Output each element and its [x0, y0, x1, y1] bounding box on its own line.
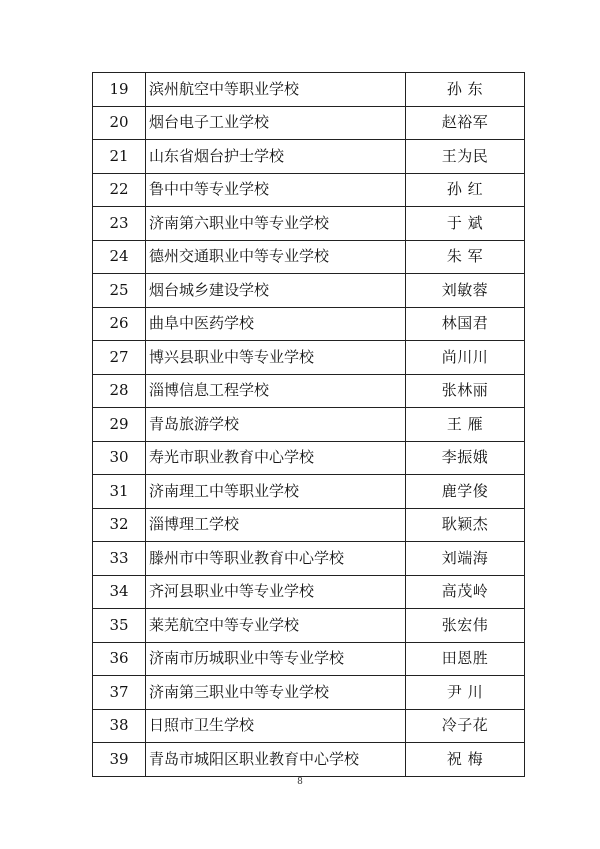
table-row [93, 441, 525, 475]
row-number: 39 [93, 743, 146, 777]
row-number: 26 [93, 307, 146, 341]
person-name: 耿颖杰 [406, 508, 525, 542]
table-row [93, 341, 525, 375]
person-name: 朱 军 [406, 240, 525, 274]
person-name: 冷子花 [406, 709, 525, 743]
school-name: 博兴县职业中等专业学校 [146, 341, 406, 375]
table-row [93, 307, 525, 341]
person-name: 刘敏蓉 [406, 274, 525, 308]
row-number: 22 [93, 173, 146, 207]
table-row [93, 207, 525, 241]
table-row [93, 609, 525, 643]
school-name: 烟台电子工业学校 [146, 106, 406, 140]
table-row [93, 73, 525, 107]
table-row [93, 743, 525, 777]
school-name: 莱芜航空中等专业学校 [146, 609, 406, 643]
person-name: 高茂岭 [406, 575, 525, 609]
row-number: 31 [93, 475, 146, 509]
person-name: 尚川川 [406, 341, 525, 375]
school-name: 济南第三职业中等专业学校 [146, 676, 406, 710]
table-row [93, 140, 525, 174]
table-row [93, 408, 525, 442]
person-name: 张宏伟 [406, 609, 525, 643]
school-name: 寿光市职业教育中心学校 [146, 441, 406, 475]
school-name: 齐河县职业中等专业学校 [146, 575, 406, 609]
person-name: 王为民 [406, 140, 525, 174]
table-row [93, 642, 525, 676]
person-name: 林国君 [406, 307, 525, 341]
person-name: 祝 梅 [406, 743, 525, 777]
row-number: 20 [93, 106, 146, 140]
person-name: 孙 红 [406, 173, 525, 207]
school-name: 淄博信息工程学校 [146, 374, 406, 408]
person-name: 赵裕军 [406, 106, 525, 140]
school-name: 滕州市中等职业教育中心学校 [146, 542, 406, 576]
row-number: 33 [93, 542, 146, 576]
school-name: 曲阜中医药学校 [146, 307, 406, 341]
person-name: 李振娥 [406, 441, 525, 475]
school-name: 青岛市城阳区职业教育中心学校 [146, 743, 406, 777]
row-number: 19 [93, 73, 146, 107]
school-name: 淄博理工学校 [146, 508, 406, 542]
table-row [93, 575, 525, 609]
row-number: 28 [93, 374, 146, 408]
row-number: 36 [93, 642, 146, 676]
school-name: 烟台城乡建设学校 [146, 274, 406, 308]
school-name: 日照市卫生学校 [146, 709, 406, 743]
school-name: 滨州航空中等职业学校 [146, 73, 406, 107]
table-row [93, 676, 525, 710]
table-row [93, 709, 525, 743]
table-row [93, 240, 525, 274]
person-name: 孙 东 [406, 73, 525, 107]
row-number: 35 [93, 609, 146, 643]
row-number: 21 [93, 140, 146, 174]
person-name: 于 斌 [406, 207, 525, 241]
person-name: 张林丽 [406, 374, 525, 408]
table-row [93, 106, 525, 140]
school-name: 青岛旅游学校 [146, 408, 406, 442]
school-name: 鲁中中等专业学校 [146, 173, 406, 207]
table-row [93, 274, 525, 308]
school-name: 济南第六职业中等专业学校 [146, 207, 406, 241]
person-name: 王 雁 [406, 408, 525, 442]
row-number: 23 [93, 207, 146, 241]
row-number: 38 [93, 709, 146, 743]
table-row [93, 173, 525, 207]
table-row [93, 508, 525, 542]
table-row [93, 374, 525, 408]
school-name: 济南理工中等职业学校 [146, 475, 406, 509]
person-name: 田恩胜 [406, 642, 525, 676]
page-number: 8 [297, 777, 303, 787]
roster-table [92, 72, 525, 777]
row-number: 34 [93, 575, 146, 609]
row-number: 25 [93, 274, 146, 308]
row-number: 37 [93, 676, 146, 710]
row-number: 27 [93, 341, 146, 375]
row-number: 32 [93, 508, 146, 542]
row-number: 24 [93, 240, 146, 274]
row-number: 29 [93, 408, 146, 442]
person-name: 尹 川 [406, 676, 525, 710]
school-name: 山东省烟台护士学校 [146, 140, 406, 174]
table-row [93, 542, 525, 576]
person-name: 鹿学俊 [406, 475, 525, 509]
table-row [93, 475, 525, 509]
school-name: 德州交通职业中等专业学校 [146, 240, 406, 274]
school-name: 济南市历城职业中等专业学校 [146, 642, 406, 676]
row-number: 30 [93, 441, 146, 475]
roster-table-body [93, 73, 525, 777]
person-name: 刘端海 [406, 542, 525, 576]
